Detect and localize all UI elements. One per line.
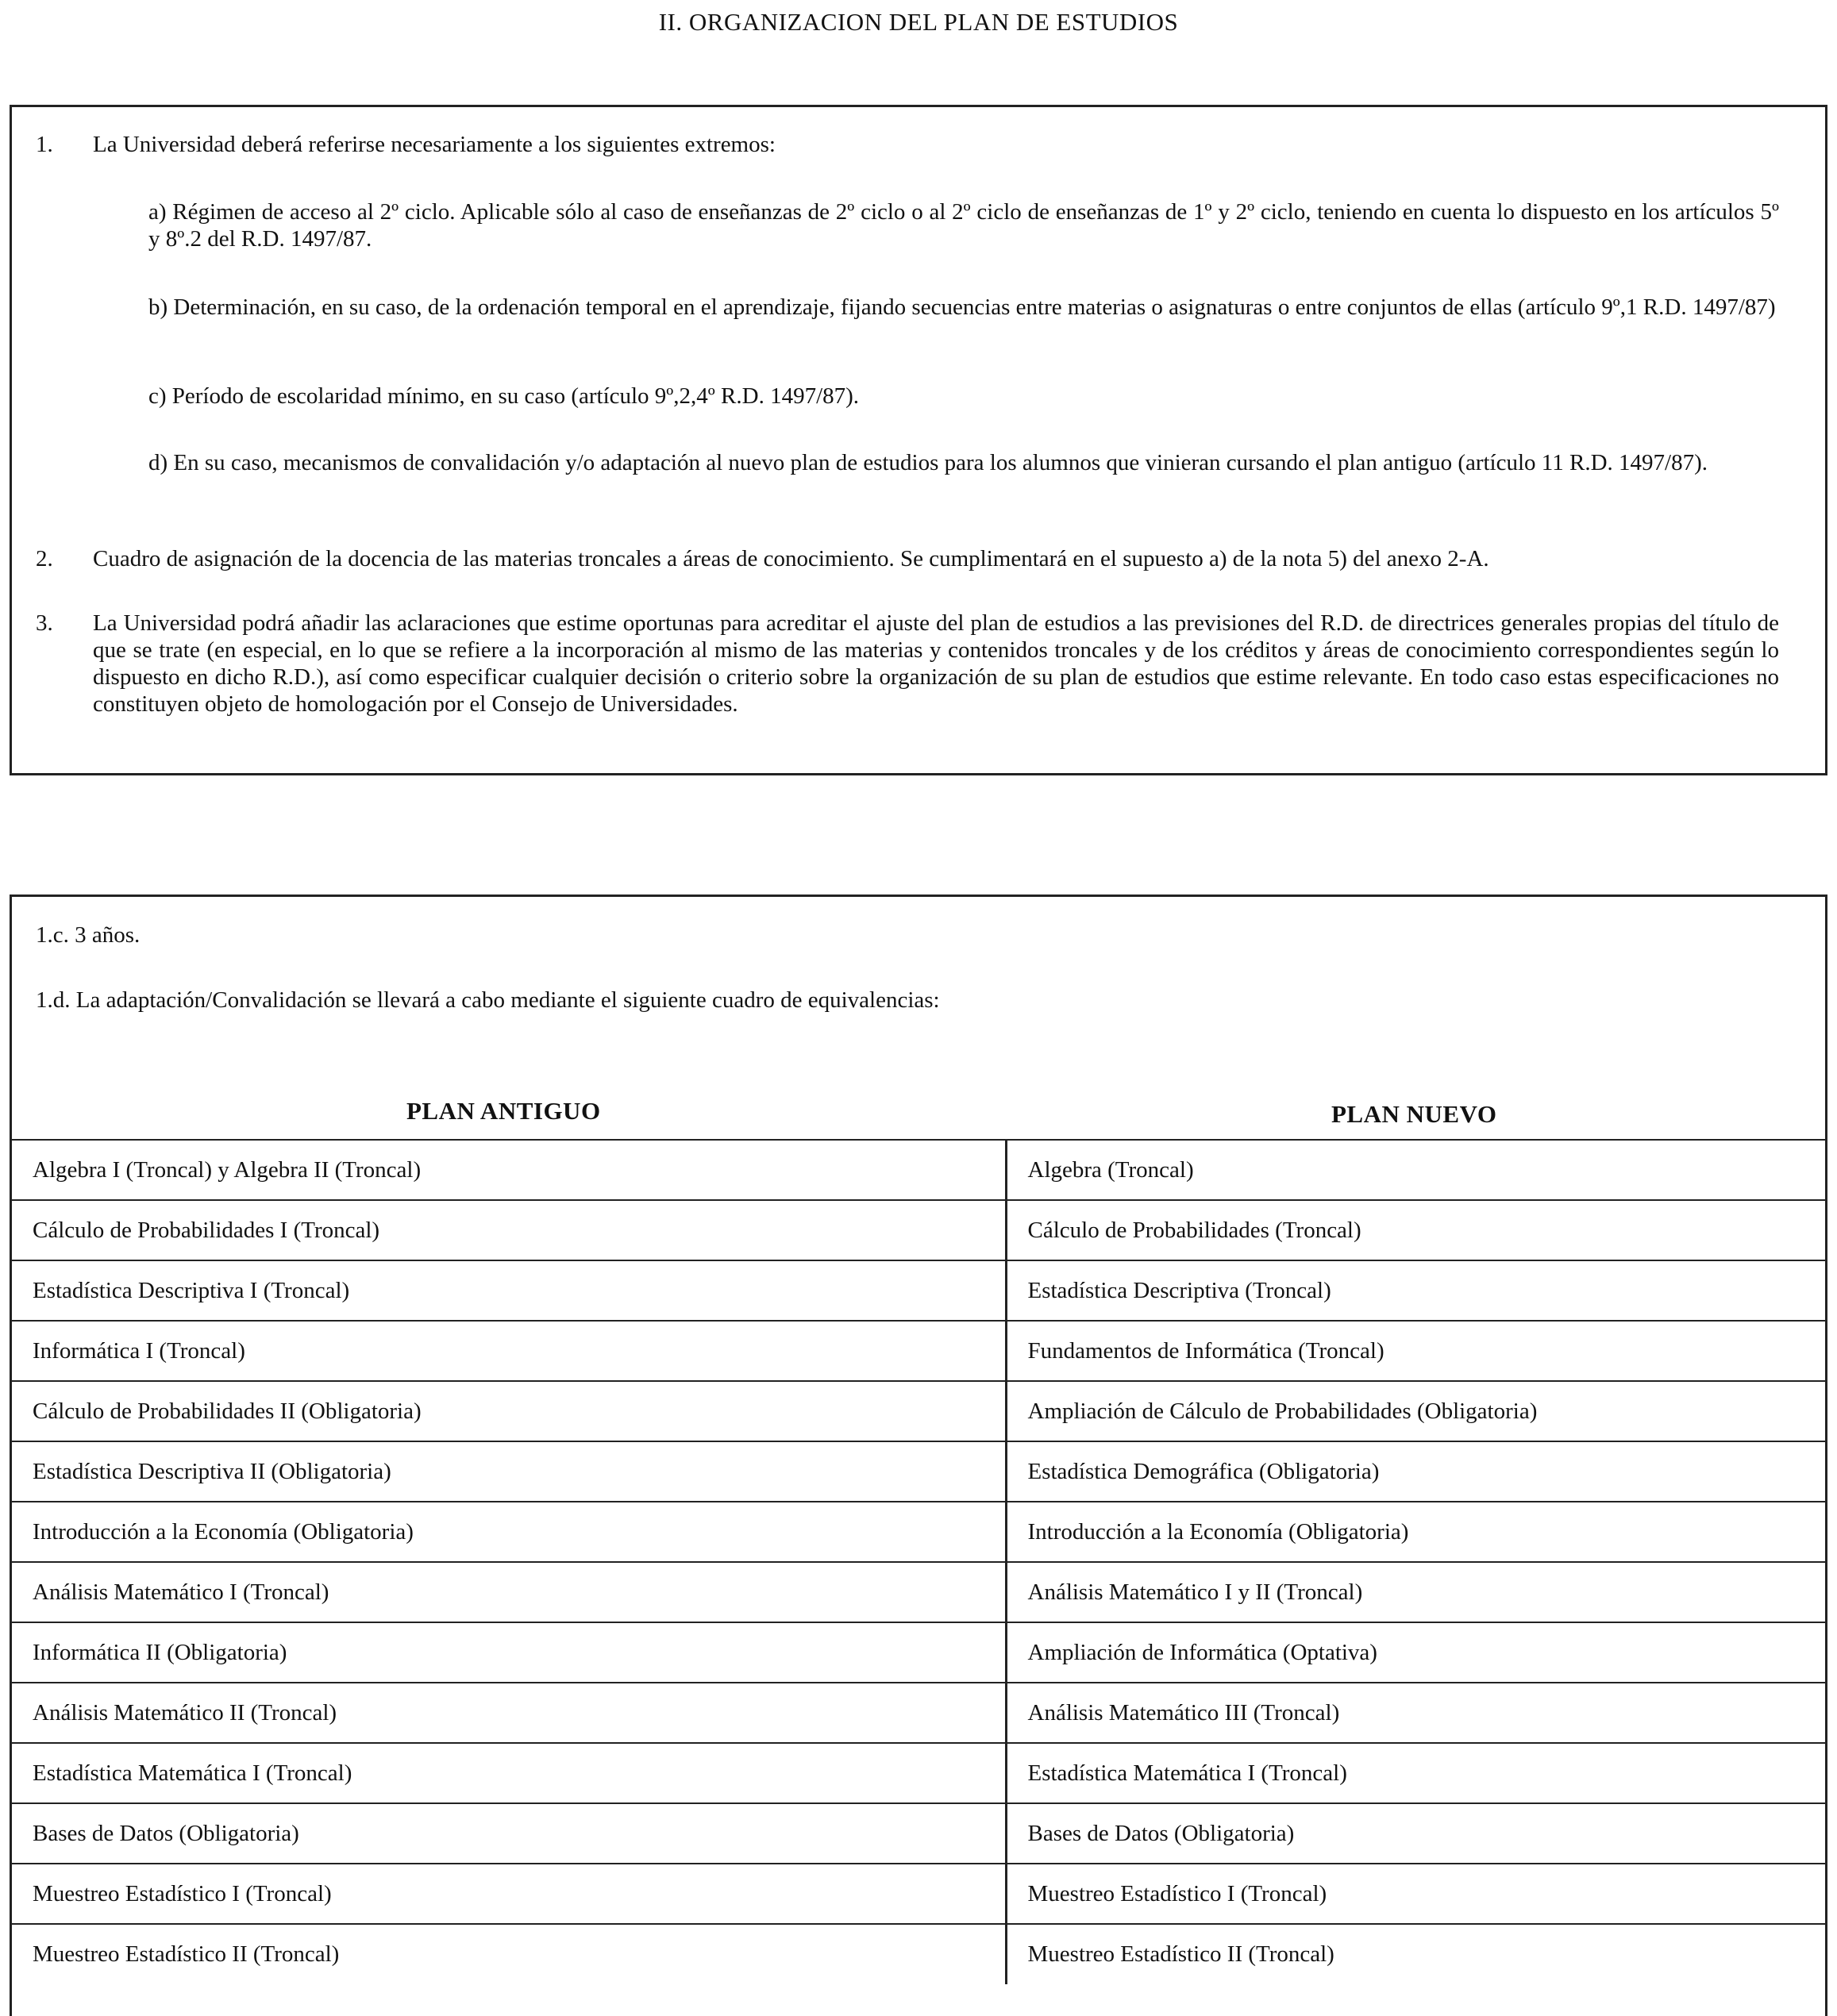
old-plan-cell: Cálculo de Probabilidades I (Troncal) <box>12 1200 1006 1260</box>
old-plan-cell: Muestreo Estadístico I (Troncal) <box>12 1864 1006 1924</box>
new-plan-cell: Estadística Matemática I (Troncal) <box>1006 1743 1825 1803</box>
table-row <box>12 1864 1825 1924</box>
new-plan-cell: Bases de Datos (Obligatoria) <box>1006 1803 1825 1864</box>
old-plan-cell: Algebra I (Troncal) y Algebra II (Troncal) <box>12 1140 1006 1200</box>
item-2-text: Cuadro de asignación de la docencia de las materias troncales a áreas de conocimiento. Se cumplimentará en el supuesto a) de la nota 5) del anexo 2-A. <box>93 546 1489 571</box>
old-plan-cell: Análisis Matemático II (Troncal) <box>12 1683 1006 1743</box>
table-row <box>12 1140 1825 1200</box>
new-plan-cell: Ampliación de Informática (Optativa) <box>1006 1622 1825 1683</box>
equivalence-table <box>12 1139 1825 1984</box>
new-plan-cell: Muestreo Estadístico II (Troncal) <box>1006 1924 1825 1984</box>
table-row <box>12 1441 1825 1502</box>
item-3-number: 3. <box>36 610 53 636</box>
item-1-sub-a: a) Régimen de acceso al 2º ciclo. Aplicable sólo al caso de enseñanzas de 2º ciclo o al 2º ciclo de enseñanzas de 1º y 2º ciclo, teniendo en cuenta lo dispuesto en los artículos 5º y 8º.2 del R.D. 1497/87. <box>148 199 1779 252</box>
old-plan-cell: Estadística Matemática I (Troncal) <box>12 1743 1006 1803</box>
table-row <box>12 1321 1825 1381</box>
new-plan-cell: Análisis Matemático III (Troncal) <box>1006 1683 1825 1743</box>
note-1c: 1.c. 3 años. <box>36 922 141 948</box>
table-row <box>12 1683 1825 1743</box>
old-plan-cell: Cálculo de Probabilidades II (Obligatoria) <box>12 1381 1006 1441</box>
old-plan-cell: Informática II (Obligatoria) <box>12 1622 1006 1683</box>
item-3-text: La Universidad podrá añadir las aclaraciones que estime oportunas para acreditar el ajuste del plan de estudios a las previsiones del R.D. de directrices generales propias del título de que se trate (en especial, en lo que se refiere a la incorporación al mismo de las materias y contenidos troncales y de los créditos y áreas de conocimiento correspondientes según lo dispuesto en dicho R.D.), así como especificar cualquier decisión o criterio sobre la organización de su plan de estudios que estime relevante. En todo caso estas especificaciones no constituyen objeto de homologación por el Consejo de Universidades. <box>93 610 1779 717</box>
old-plan-cell: Análisis Matemático I (Troncal) <box>12 1562 1006 1622</box>
new-plan-cell: Estadística Demográfica (Obligatoria) <box>1006 1441 1825 1502</box>
new-plan-cell: Cálculo de Probabilidades (Troncal) <box>1006 1200 1825 1260</box>
item-2 <box>36 545 1782 572</box>
old-plan-cell: Estadística Descriptiva II (Obligatoria) <box>12 1441 1006 1502</box>
column-header-new-plan: PLAN NUEVO <box>1331 1100 1497 1128</box>
new-plan-cell: Análisis Matemático I y II (Troncal) <box>1006 1562 1825 1622</box>
page-title: II. ORGANIZACION DEL PLAN DE ESTUDIOS <box>658 8 1179 36</box>
old-plan-cell: Informática I (Troncal) <box>12 1321 1006 1381</box>
column-header-old-plan: PLAN ANTIGUO <box>406 1097 601 1125</box>
table-row <box>12 1803 1825 1864</box>
new-plan-cell: Ampliación de Cálculo de Probabilidades (Obligatoria) <box>1006 1381 1825 1441</box>
new-plan-cell: Algebra (Troncal) <box>1006 1140 1825 1200</box>
table-row <box>12 1622 1825 1683</box>
old-plan-cell: Introducción a la Economía (Obligatoria) <box>12 1502 1006 1562</box>
item-1 <box>36 131 1782 158</box>
table-row <box>12 1924 1825 1984</box>
item-1-sub-d: d) En su caso, mecanismos de convalidación y/o adaptación al nuevo plan de estudios para los alumnos que vinieran cursando el plan antiguo (artículo 11 R.D. 1497/87). <box>148 450 1708 475</box>
table-row <box>12 1200 1825 1260</box>
note-1d: 1.d. La adaptación/Convalidación se llevará a cabo mediante el siguiente cuadro de equivalencias: <box>36 987 940 1013</box>
item-1-text: La Universidad deberá referirse necesariamente a los siguientes extremos: <box>93 132 776 157</box>
item-3 <box>36 610 1782 718</box>
table-row <box>12 1502 1825 1562</box>
old-plan-cell: Muestreo Estadístico II (Troncal) <box>12 1924 1006 1984</box>
table-row <box>12 1743 1825 1803</box>
new-plan-cell: Muestreo Estadístico I (Troncal) <box>1006 1864 1825 1924</box>
new-plan-cell: Introducción a la Economía (Obligatoria) <box>1006 1502 1825 1562</box>
table-row <box>12 1381 1825 1441</box>
old-plan-cell: Estadística Descriptiva I (Troncal) <box>12 1260 1006 1321</box>
new-plan-cell: Estadística Descriptiva (Troncal) <box>1006 1260 1825 1321</box>
table-row <box>12 1260 1825 1321</box>
item-1-sub-b: b) Determinación, en su caso, de la ordenación temporal en el aprendizaje, fijando secuencias entre materias o asignaturas o entre conjuntos de ellas (artículo 9º,1 R.D. 1497/87) <box>148 294 1776 320</box>
equivalences-box <box>10 895 1827 2016</box>
item-1-number: 1. <box>36 132 53 157</box>
table-row <box>12 1562 1825 1622</box>
item-1-sub-c: c) Período de escolaridad mínimo, en su caso (artículo 9º,2,4º R.D. 1497/87). <box>148 383 860 409</box>
old-plan-cell: Bases de Datos (Obligatoria) <box>12 1803 1006 1864</box>
item-2-number: 2. <box>36 546 53 571</box>
requirements-box <box>10 105 1827 775</box>
new-plan-cell: Fundamentos de Informática (Troncal) <box>1006 1321 1825 1381</box>
